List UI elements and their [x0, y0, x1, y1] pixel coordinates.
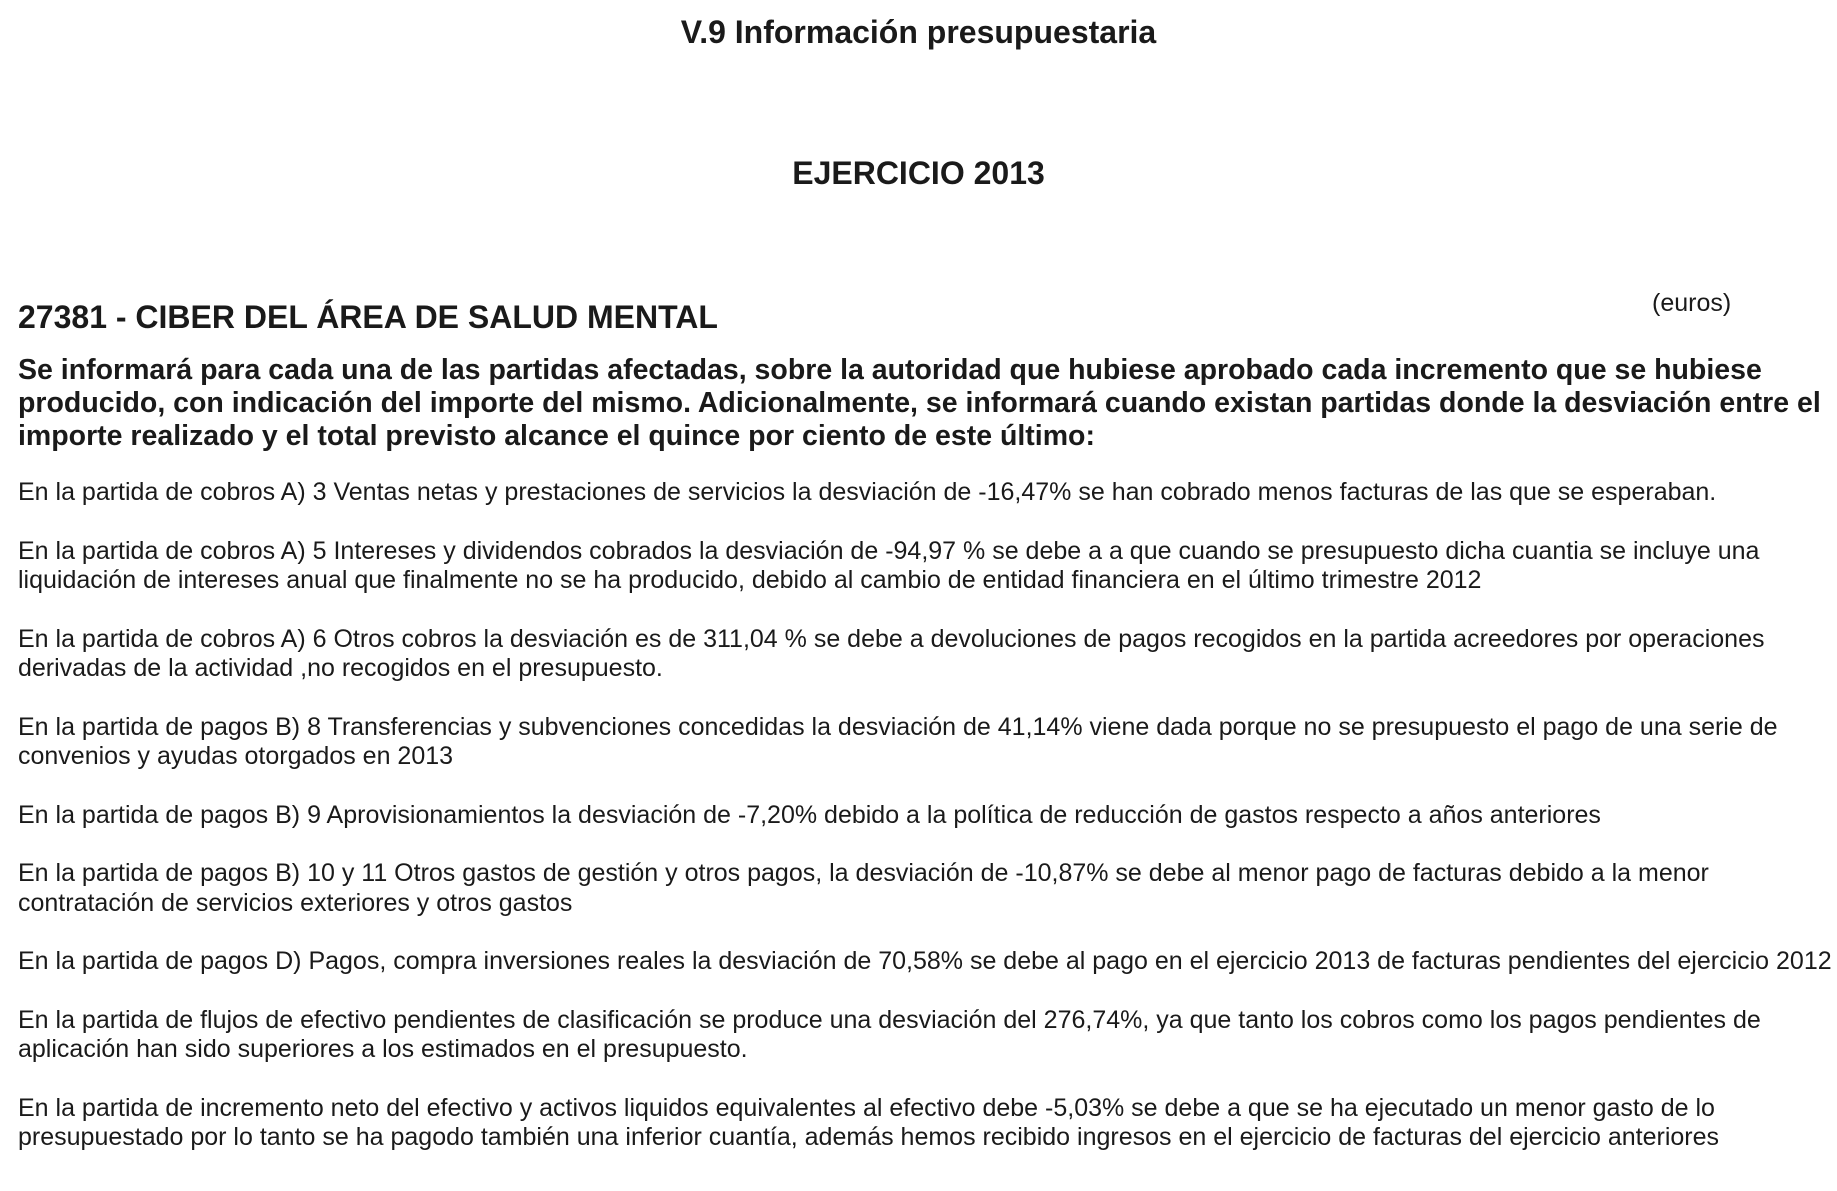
deviation-paragraph-cobros-a3: En la partida de cobros A) 3 Ventas netas y prestaciones de servicios la desviación de -16,47% se han cobrado menos facturas de las que se esperaban. [18, 478, 1717, 506]
deviation-paragraph-pagos-d: En la partida de pagos D) Pagos, compra inversiones reales la desviación de 70,58% se debe al pago en el ejercicio 2013 de facturas pendientes del ejercicio 2012 [18, 947, 1832, 975]
deviation-paragraph-flujos-pendientes: En la partida de flujos de efectivo pendientes de clasificación se produce una desviación del 276,74%, ya que tanto los cobros como los pagos pendientes de aplicación han sido superiores a los estimados en el presupuesto. [18, 1005, 1761, 1063]
deviation-paragraph-pagos-b10-11: En la partida de pagos B) 10 y 11 Otros gastos de gestión y otros pagos, la desviación de -10,87% se debe al menor pago de facturas debido a la menor contratación de servicios exteriores y otros gastos [18, 859, 1709, 917]
deviation-explanations [18, 478, 1833, 1182]
units-label: (euros) [1652, 289, 1732, 317]
deviation-paragraph-incremento-neto: En la partida de incremento neto del efectivo y activos liquidos equivalentes al efectivo debe -5,03% se debe a que se ha ejecutado un menor gasto de lo presupuestado por lo tanto se ha pagodo también una inferior cuantía, además hemos recibido ingresos en el ejercicio de facturas del ejercicio anteriores [18, 1093, 1720, 1151]
deviation-paragraph-cobros-a5: En la partida de cobros A) 5 Intereses y dividendos cobrados la desviación de -94,97 % se debe a a que cuando se presupuesto dicha cuantia se incluye una liquidación de intereses anual que finalmente no se ha producido, debido al cambio de entidad financiera en el último trimestre 2012 [18, 536, 1760, 594]
deviation-paragraph-pagos-b9: En la partida de pagos B) 9 Aprovisionamientos la desviación de -7,20% debido a la política de reducción de gastos respecto a años anteriores [18, 800, 1601, 829]
instructions-text: Se informará para cada una de las partidas afectadas, sobre la autoridad que hubiese aprobado cada incremento que se hubiese producido, con indicación del importe del mismo. Adicionalmente, se informará cuando existan partidas donde la desviación entre el importe realizado y el total previsto alcance el quince por ciento de este último: [18, 354, 1821, 452]
deviation-paragraph-cobros-a6: En la partida de cobros A) 6 Otros cobros la desviación es de 311,04 % se debe a devoluciones de pagos recogidos en la partida acreedores por operaciones derivadas de la actividad ,no recogidos en el presupuesto. [18, 624, 1765, 682]
deviation-paragraph-pagos-b8: En la partida de pagos B) 8 Transferencias y subvenciones concedidas la desviación de 41,14% viene dada porque no se presupuesto el pago de una serie de convenios y ayudas otorgados en 2013 [18, 712, 1778, 770]
section-title: V.9 Información presupuestaria [680, 14, 1157, 50]
entity-title: 27381 - CIBER DEL ÁREA DE SALUD MENTAL [18, 299, 718, 335]
exercise-title: EJERCICIO 2013 [792, 155, 1045, 191]
